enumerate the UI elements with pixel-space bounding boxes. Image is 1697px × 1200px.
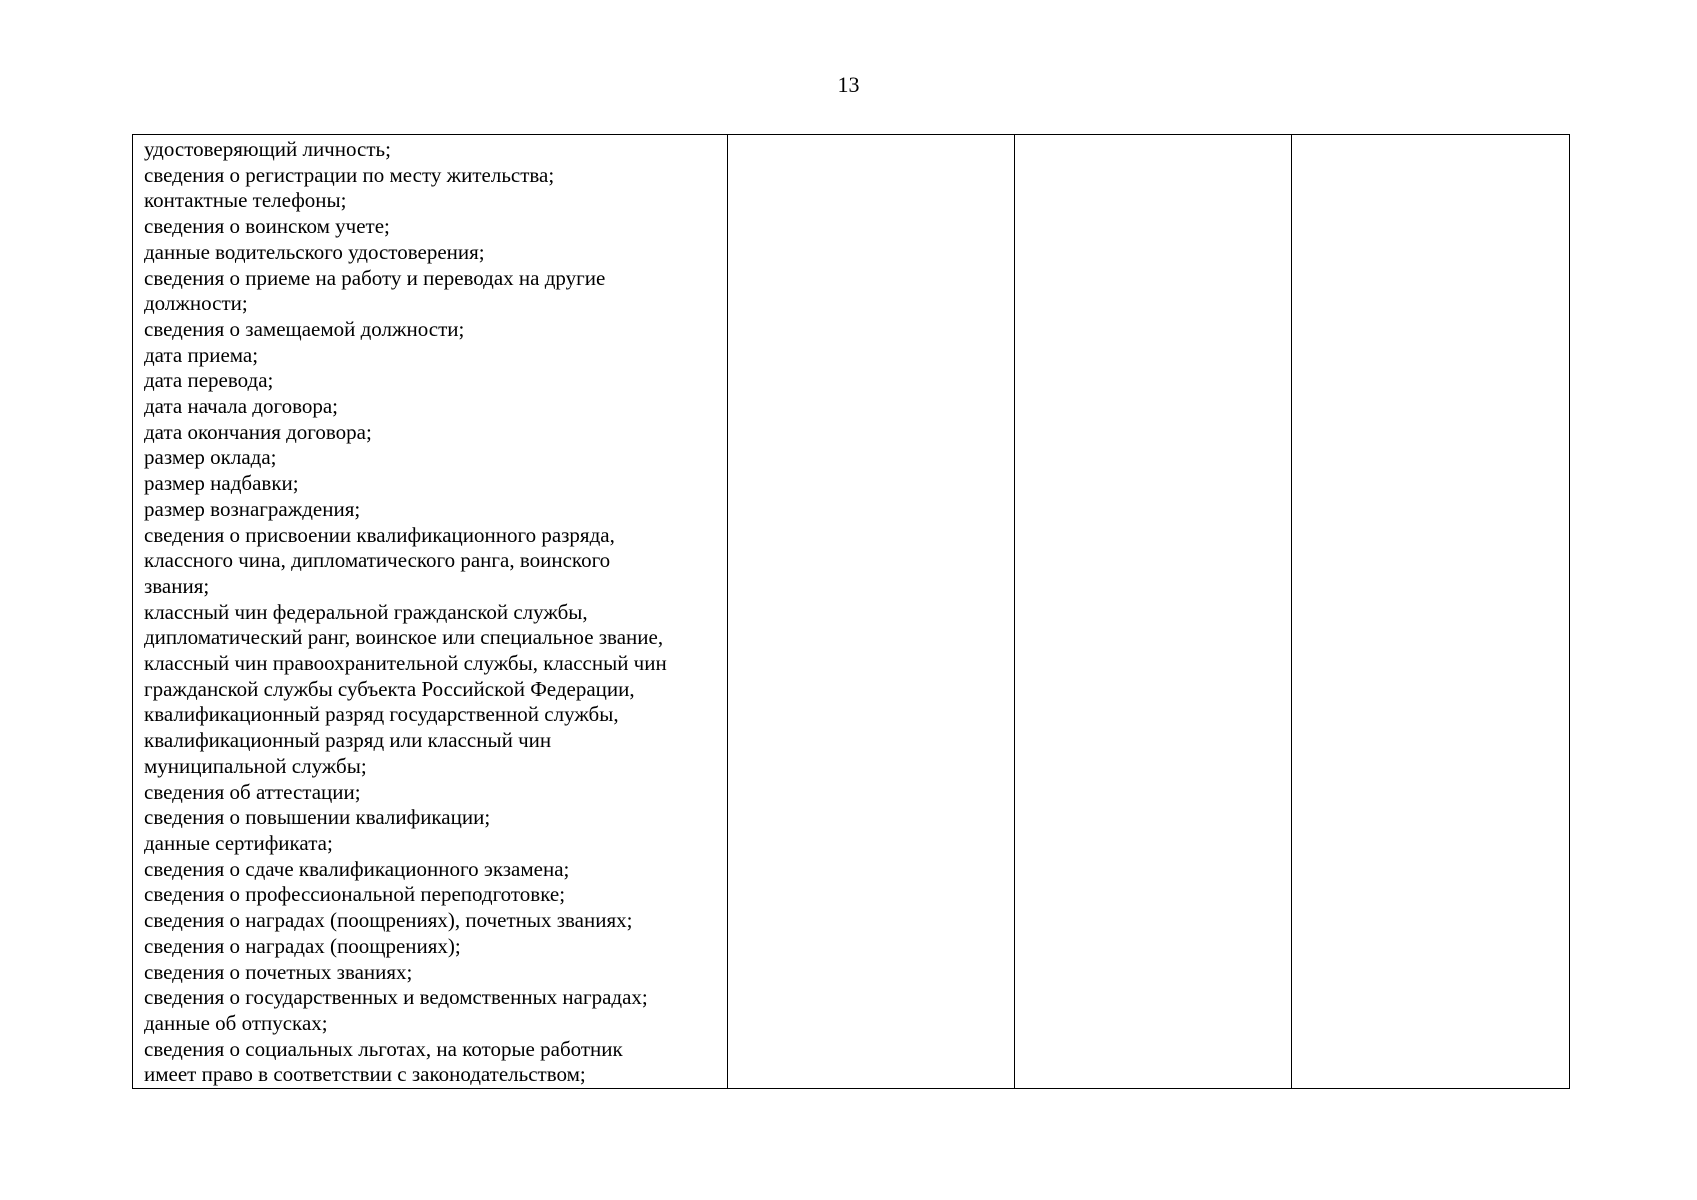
table-row xyxy=(133,135,1570,1089)
list-item: данные водительского удостоверения; xyxy=(144,239,485,264)
list-item: квалификационный разряд или классный чин xyxy=(144,728,552,753)
personal-data-list xyxy=(133,135,727,1088)
list-item: классный чин федеральной гражданской службы, xyxy=(144,599,588,624)
list-item: сведения о замещаемой должности; xyxy=(144,316,465,341)
list-item: сведения о почетных званиях; xyxy=(144,959,413,984)
list-item: гражданской службы субъекта Российской Федерации, xyxy=(144,676,635,701)
list-item: сведения о наградах (поощрениях), почетных званиях; xyxy=(144,908,633,933)
list-item: сведения о регистрации по месту жительства; xyxy=(144,162,555,187)
list-item: квалификационный разряд государственной службы, xyxy=(144,702,619,727)
list-item: сведения об аттестации; xyxy=(144,779,361,804)
list-item: сведения о наградах (поощрениях); xyxy=(144,933,461,958)
list-item: сведения о государственных и ведомственных наградах; xyxy=(144,985,648,1010)
list-item: дипломатический ранг, воинское или специальное звание, xyxy=(144,625,664,650)
document-table xyxy=(132,134,1570,1089)
page-number: 13 xyxy=(837,72,860,97)
list-item: дата начала договора; xyxy=(144,394,339,419)
list-item: классный чин правоохранительной службы, классный чин xyxy=(144,651,667,676)
list-item: сведения о социальных льготах, на которые работник xyxy=(144,1036,623,1061)
list-item: классного чина, дипломатического ранга, воинского xyxy=(144,548,611,573)
list-item: данные об отпусках; xyxy=(144,1010,328,1035)
list-item: сведения о повышении квалификации; xyxy=(144,805,491,830)
list-item: данные сертификата; xyxy=(144,830,333,855)
list-item: размер оклада; xyxy=(144,445,277,470)
table-cell-personal-data-list xyxy=(133,135,728,1089)
table-cell-column-3 xyxy=(1015,135,1292,1089)
list-item: сведения о профессиональной переподготовке; xyxy=(144,882,566,907)
list-item: имеет право в соответствии с законодательством; xyxy=(144,1062,586,1087)
list-item: муниципальной службы; xyxy=(144,753,367,778)
list-item: размер надбавки; xyxy=(144,471,299,496)
list-item: должности; xyxy=(144,291,248,316)
list-item: звания; xyxy=(144,573,210,598)
list-item: сведения о сдаче квалификационного экзамена; xyxy=(144,856,570,881)
list-item: дата приема; xyxy=(144,342,259,367)
list-item: сведения о приеме на работу и переводах на другие xyxy=(144,265,606,290)
list-item: контактные телефоны; xyxy=(144,188,347,213)
list-item: дата окончания договора; xyxy=(144,419,372,444)
list-item: сведения о воинском учете; xyxy=(144,214,390,239)
list-item: дата перевода; xyxy=(144,368,274,393)
table-cell-column-4 xyxy=(1292,135,1570,1089)
list-item: удостоверяющий личность; xyxy=(144,137,391,161)
list-item: сведения о присвоении квалификационного разряда, xyxy=(144,522,615,547)
list-item: размер вознаграждения; xyxy=(144,496,361,521)
table-cell-column-2 xyxy=(728,135,1015,1089)
